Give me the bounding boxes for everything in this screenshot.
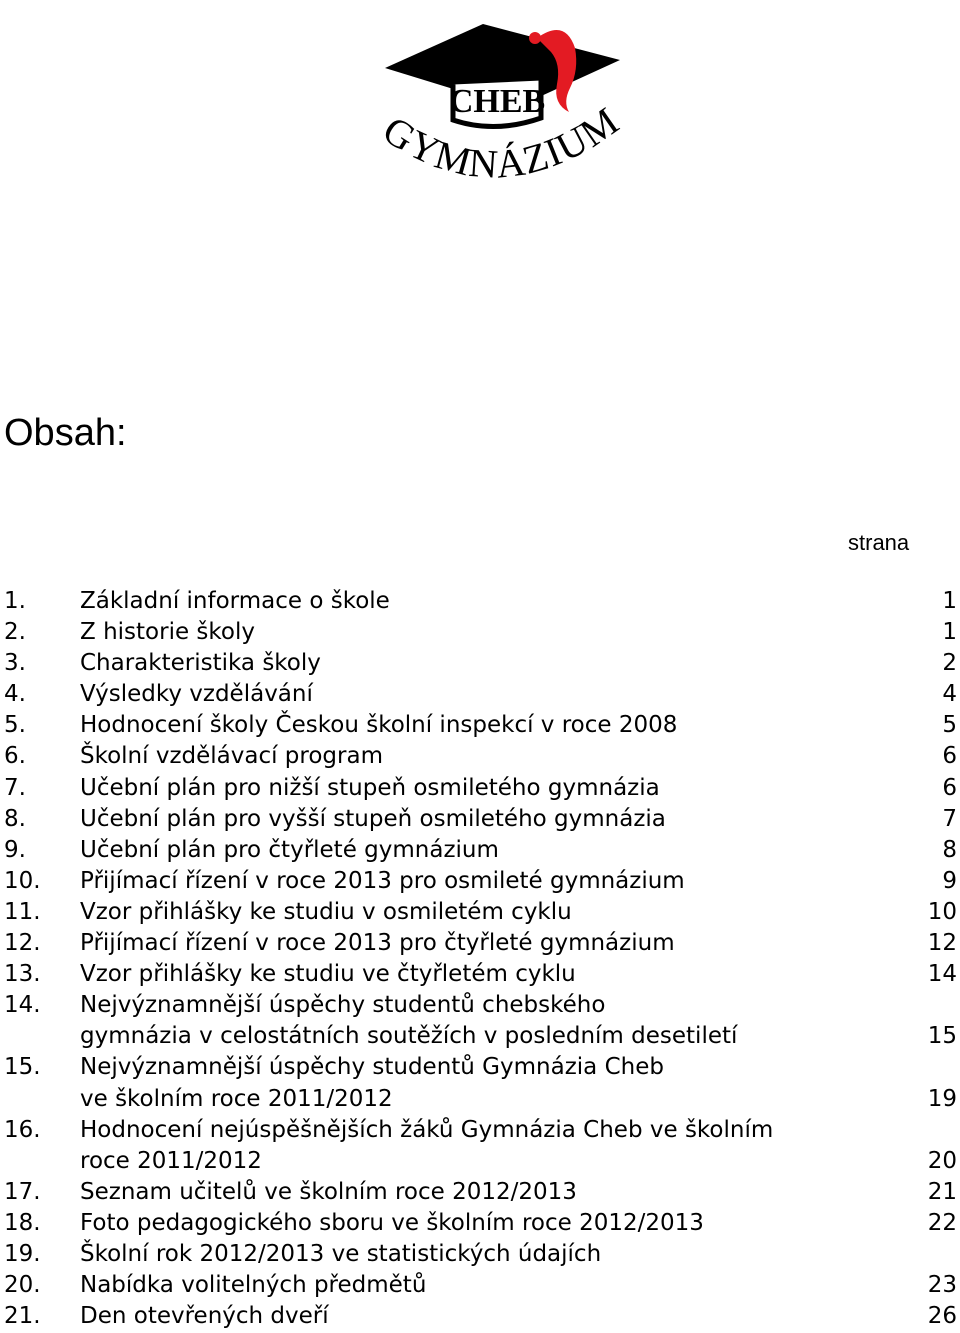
toc-entry-title	[80, 1270, 880, 1301]
toc-entry-title	[80, 1052, 880, 1114]
toc-entry-page-number: 6	[942, 774, 957, 801]
toc-entry	[0, 1301, 960, 1332]
toc-entry-page-number: 15	[927, 1023, 957, 1050]
toc-entry	[0, 1270, 960, 1301]
table-of-contents	[0, 586, 960, 1332]
toc-entry-title-line: Nejvýznamnější úspěchy studentů Gymnázia Cheb	[80, 1054, 664, 1081]
toc-entry-title-line: Učební plán pro čtyřleté gymnázium	[80, 836, 499, 863]
toc-entry-title	[80, 586, 880, 617]
toc-entry-number: 13.	[4, 961, 41, 988]
toc-entry-title-line: Vzor přihlášky ke studiu v osmiletém cyklu	[80, 898, 572, 925]
toc-entry-title-line: Nabídka volitelných předmětů	[80, 1272, 427, 1299]
toc-entry-title	[80, 804, 880, 835]
toc-entry-title	[80, 1301, 880, 1332]
toc-entry-number: 10.	[4, 867, 41, 894]
toc-entry-page-number: 8	[942, 836, 957, 863]
toc-entry-title	[80, 1208, 880, 1239]
toc-entry-page-number: 20	[927, 1147, 957, 1174]
toc-entry-page-number: 23	[927, 1272, 957, 1299]
toc-entry-page-number: 19	[927, 1085, 957, 1112]
toc-entry-title-line: gymnázia v celostátních soutěžích v posledním desetiletí	[80, 1023, 738, 1050]
toc-entry-title-line: Hodnocení nejúspěšnějších žáků Gymnázia Cheb ve školním	[80, 1116, 774, 1143]
toc-entry-number: 20.	[4, 1272, 41, 1299]
toc-entry-number: 2.	[4, 619, 26, 646]
toc-entry-number: 18.	[4, 1209, 41, 1236]
toc-entry-title	[80, 773, 880, 804]
toc-entry-number: 21.	[4, 1303, 41, 1330]
toc-entry-number: 17.	[4, 1178, 41, 1205]
toc-entry	[0, 959, 960, 990]
toc-entry	[0, 804, 960, 835]
toc-entry	[0, 866, 960, 897]
toc-entry-title	[80, 1115, 880, 1177]
toc-entry-number: 8.	[4, 805, 26, 832]
toc-entry-number: 5.	[4, 712, 26, 739]
toc-entry-title	[80, 897, 880, 928]
toc-entry-number: 1.	[4, 588, 26, 614]
mortarboard-logo-icon	[365, 8, 640, 223]
toc-entry-title	[80, 648, 880, 679]
toc-entry	[0, 928, 960, 959]
toc-entry	[0, 990, 960, 1052]
toc-entry-title-line: Z historie školy	[80, 619, 255, 646]
toc-entry-title	[80, 959, 880, 990]
toc-entry-page-number: 1	[942, 619, 957, 646]
toc-entry	[0, 1177, 960, 1208]
toc-entry-title-line: Učební plán pro vyšší stupeň osmiletého gymnázia	[80, 805, 666, 832]
toc-entry-number: 6.	[4, 743, 26, 770]
toc-entry-page-number: 2	[942, 650, 957, 677]
toc-entry	[0, 835, 960, 866]
toc-entry-number: 3.	[4, 650, 26, 677]
toc-entry-title-line: Charakteristika školy	[80, 650, 321, 677]
toc-entry-title-line: Učební plán pro nižší stupeň osmiletého gymnázia	[80, 774, 660, 801]
toc-entry-title	[80, 990, 880, 1052]
toc-entry-title-line: Vzor přihlášky ke studiu ve čtyřletém cyklu	[80, 961, 576, 988]
toc-entry	[0, 648, 960, 679]
toc-entry-number: 9.	[4, 836, 26, 863]
page-column-label: strana	[848, 530, 910, 555]
toc-entry	[0, 617, 960, 648]
toc-entry	[0, 773, 960, 804]
toc-entry-page-number: 7	[942, 805, 957, 832]
toc-entry	[0, 897, 960, 928]
toc-entry-title	[80, 1239, 880, 1270]
toc-entry	[0, 679, 960, 710]
toc-entry-page-number: 5	[942, 712, 957, 739]
toc-entry	[0, 1115, 960, 1177]
toc-entry-page-number: 22	[927, 1209, 957, 1236]
toc-entry-title	[80, 928, 880, 959]
toc-entry-number: 15.	[4, 1054, 41, 1081]
toc-entry-number: 19.	[4, 1240, 41, 1267]
toc-entry-title-line: Školní vzdělávací program	[80, 743, 383, 770]
toc-entry-title-line: roce 2011/2012	[80, 1147, 262, 1174]
toc-entry	[0, 1208, 960, 1239]
toc-entry-title-line: Přijímací řízení v roce 2013 pro čtyřleté gymnázium	[80, 930, 675, 957]
toc-entry-title	[80, 1177, 880, 1208]
toc-entry-title	[80, 741, 880, 772]
toc-entry-title	[80, 866, 880, 897]
toc-entry-title-line: Přijímací řízení v roce 2013 pro osmileté gymnázium	[80, 867, 685, 894]
toc-entry-number: 16.	[4, 1116, 41, 1143]
toc-entry	[0, 586, 960, 617]
toc-entry-title	[80, 835, 880, 866]
toc-entry-number: 12.	[4, 930, 41, 957]
toc-entry-page-number: 4	[942, 681, 957, 708]
contents-heading: Obsah:	[4, 412, 127, 454]
toc-entry-number: 14.	[4, 992, 41, 1019]
toc-entry-page-number: 26	[927, 1303, 957, 1330]
toc-entry-page-number: 6	[942, 743, 957, 770]
toc-entry-title-line: Školní rok 2012/2013 ve statistických údajích	[80, 1240, 602, 1267]
toc-entry-page-number: 14	[927, 961, 957, 988]
toc-entry-title-line: Den otevřených dveří	[80, 1303, 329, 1330]
toc-entry	[0, 1239, 960, 1270]
toc-entry-title-line: Seznam učitelů ve školním roce 2012/2013	[80, 1178, 577, 1205]
toc-entry-page-number: 21	[927, 1178, 957, 1205]
toc-entry-page-number: 12	[927, 930, 957, 957]
logo-cap-text: CHEB	[448, 83, 546, 120]
toc-entry	[0, 710, 960, 741]
toc-entry-title-line: Foto pedagogického sboru ve školním roce 2012/2013	[80, 1209, 704, 1236]
school-logo	[365, 8, 640, 223]
toc-entry-title	[80, 679, 880, 710]
toc-entry-title-line: ve školním roce 2011/2012	[80, 1085, 393, 1112]
toc-entry-title	[80, 617, 880, 648]
toc-entry-title-line: Hodnocení školy Českou školní inspekcí v roce 2008	[80, 712, 678, 739]
toc-entry-title-line: Základní informace o škole	[80, 588, 390, 614]
toc-entry	[0, 741, 960, 772]
toc-entry-page-number: 9	[942, 867, 957, 894]
toc-entry-number: 4.	[4, 681, 26, 708]
toc-entry-title	[80, 710, 880, 741]
toc-entry-number: 11.	[4, 898, 41, 925]
toc-entry-number: 7.	[4, 774, 26, 801]
toc-entry	[0, 1052, 960, 1114]
toc-entry-title-line: Výsledky vzdělávání	[80, 681, 313, 708]
toc-entry-title-line: Nejvýznamnější úspěchy studentů chebského	[80, 992, 606, 1019]
toc-entry-page-number: 10	[927, 898, 957, 925]
logo-arc-text: GYMNÁZIUM	[375, 97, 628, 187]
toc-entry-page-number: 1	[942, 588, 957, 614]
